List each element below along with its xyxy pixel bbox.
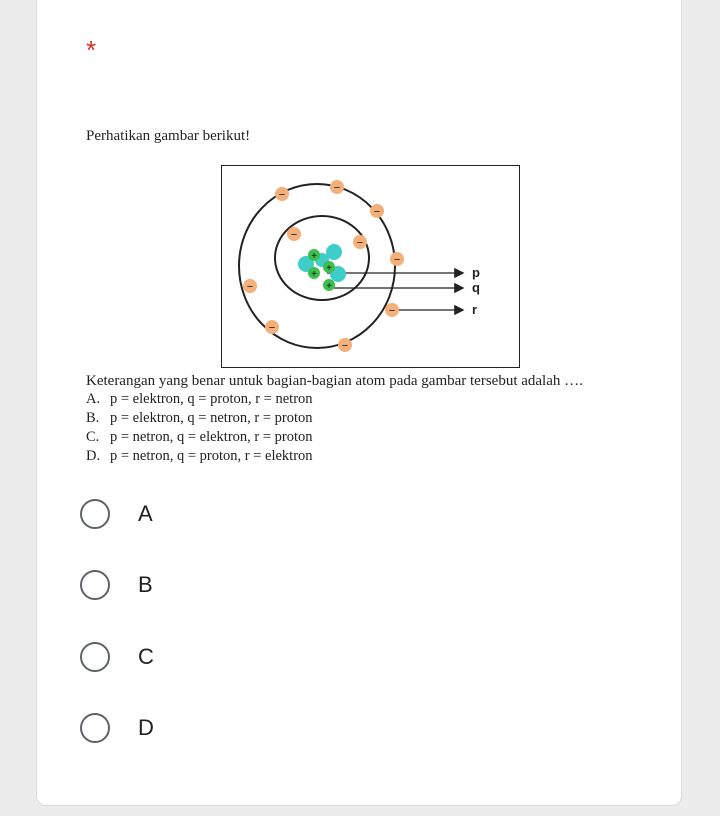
choice-b[interactable] [80, 570, 153, 600]
required-marker: * [86, 35, 97, 65]
statement-letter: A. [86, 391, 101, 407]
electron [275, 187, 289, 201]
choice-d[interactable] [80, 713, 154, 743]
choice-label-b[interactable]: B [138, 572, 153, 597]
choice-label-a[interactable]: A [138, 501, 153, 526]
statement-b [86, 410, 313, 427]
question-prompt: Perhatikan gambar berikut! [86, 128, 251, 144]
statement-letter: B. [86, 410, 100, 426]
electron [385, 303, 399, 317]
label-r: r [472, 302, 478, 317]
electron [338, 338, 352, 352]
radio-button-d[interactable] [80, 713, 110, 743]
statement-letter: C. [86, 429, 100, 445]
proton [308, 267, 320, 280]
choice-label-c[interactable]: C [138, 644, 154, 669]
electron [287, 227, 301, 241]
statement-text: p = elektron, q = netron, r = proton [110, 410, 313, 426]
svg-text:−: − [373, 206, 381, 218]
svg-text:−: − [333, 182, 341, 194]
statement-c [86, 429, 313, 446]
svg-text:+: + [326, 281, 332, 292]
statement-text: p = netron, q = elektron, r = proton [110, 429, 313, 445]
electron [265, 320, 279, 334]
choice-a[interactable] [80, 499, 153, 529]
atom-diagram-svg [222, 166, 519, 367]
electron [353, 235, 367, 249]
svg-text:−: − [356, 237, 364, 249]
svg-text:+: + [326, 263, 332, 274]
label-p: p [472, 265, 480, 280]
svg-text:−: − [388, 305, 396, 317]
svg-text:−: − [341, 340, 349, 352]
atom-diagram [221, 165, 520, 368]
choice-label-d[interactable]: D [138, 715, 154, 740]
electron [390, 252, 404, 266]
electron [370, 204, 384, 218]
radio-button-a[interactable] [80, 499, 110, 529]
choice-c[interactable] [80, 642, 154, 672]
svg-text:−: − [246, 281, 254, 293]
svg-text:−: − [393, 254, 401, 266]
radio-button-b[interactable] [80, 570, 110, 600]
statement-letter: D. [86, 448, 101, 464]
svg-text:−: − [278, 189, 286, 201]
statement-d [86, 448, 313, 465]
svg-text:−: − [268, 322, 276, 334]
svg-text:−: − [290, 229, 298, 241]
question-text: Keterangan yang benar untuk bagian-bagian atom pada gambar tersebut adalah …. [86, 373, 583, 389]
statement-a [86, 391, 313, 408]
electron [330, 180, 344, 194]
electron [243, 279, 257, 293]
svg-text:+: + [311, 251, 317, 262]
radio-button-c[interactable] [80, 642, 110, 672]
statement-text: p = elektron, q = proton, r = netron [110, 391, 313, 407]
svg-text:+: + [311, 269, 317, 280]
label-q: q [472, 280, 480, 295]
statement-text: p = netron, q = proton, r = elektron [110, 448, 313, 464]
proton [323, 279, 335, 292]
